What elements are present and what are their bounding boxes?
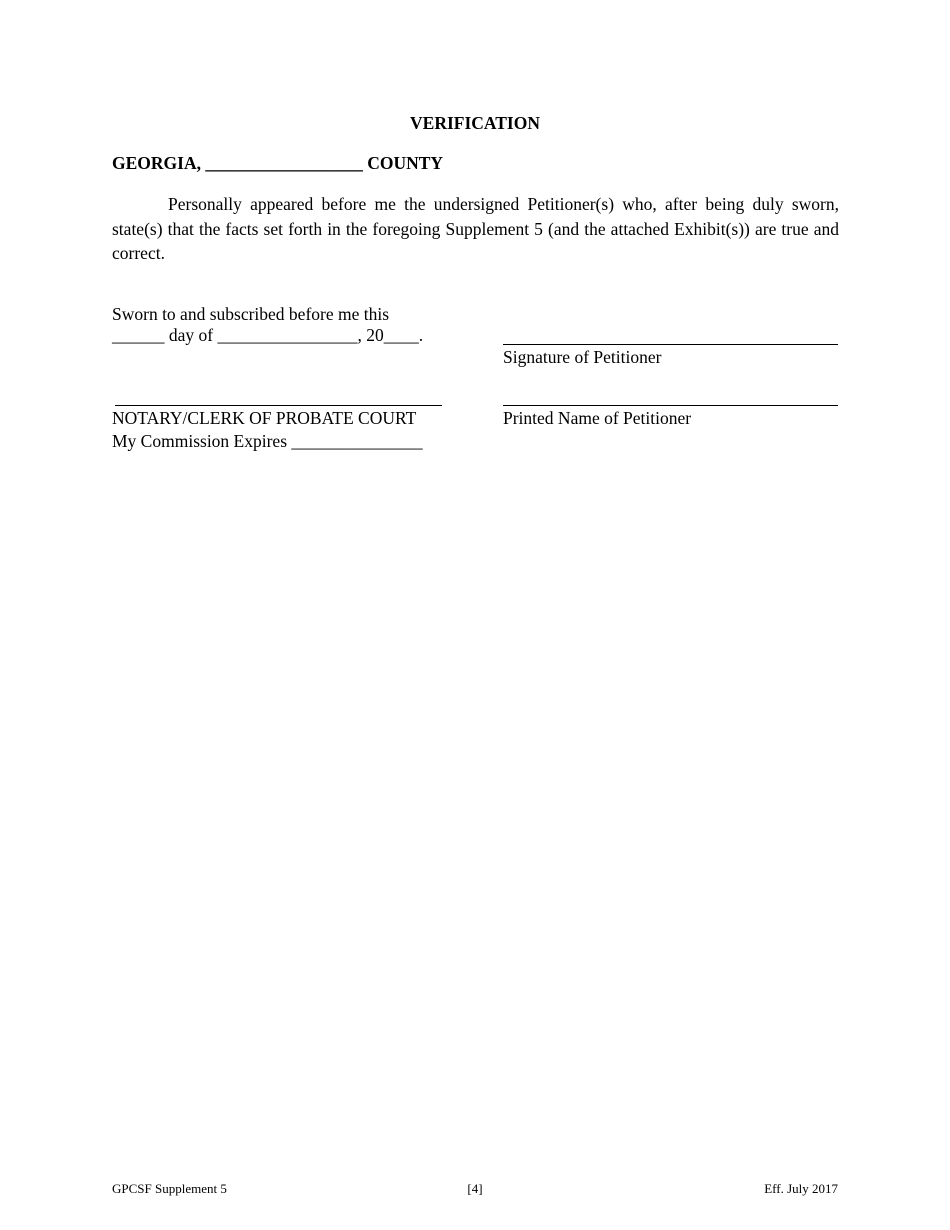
printed-name-label: Printed Name of Petitioner [503,408,692,428]
signature-line [503,344,838,345]
sworn-line-2: ______ day of ________________, 20____. [112,325,424,345]
state-label: GEORGIA, [112,153,201,173]
commission-expires: My Commission Expires _______________ [112,431,423,451]
printed-name-line [503,405,838,406]
county-blank: __________________ [205,153,363,173]
footer-form-id: GPCSF Supplement 5 [112,1181,227,1196]
document-title: VERIFICATION [410,113,540,133]
county-label: COUNTY [367,153,444,173]
county-line [112,155,443,173]
signature-label: Signature of Petitioner [503,347,662,367]
notary-label: NOTARY/CLERK OF PROBATE COURT [112,408,417,428]
footer-page-number: [4] [467,1181,483,1196]
sworn-line-1: Sworn to and subscribed before me this [112,304,390,324]
footer-effective-date: Eff. July 2017 [764,1181,838,1196]
verification-paragraph: Personally appeared before me the undersigned Petitioner(s) who, after being duly sworn, state(s) that the facts set forth in the foregoing Supplement 5 (and the attached Exhibit(s)) are true and correct. [112,194,839,263]
notary-signature-line [115,405,442,406]
